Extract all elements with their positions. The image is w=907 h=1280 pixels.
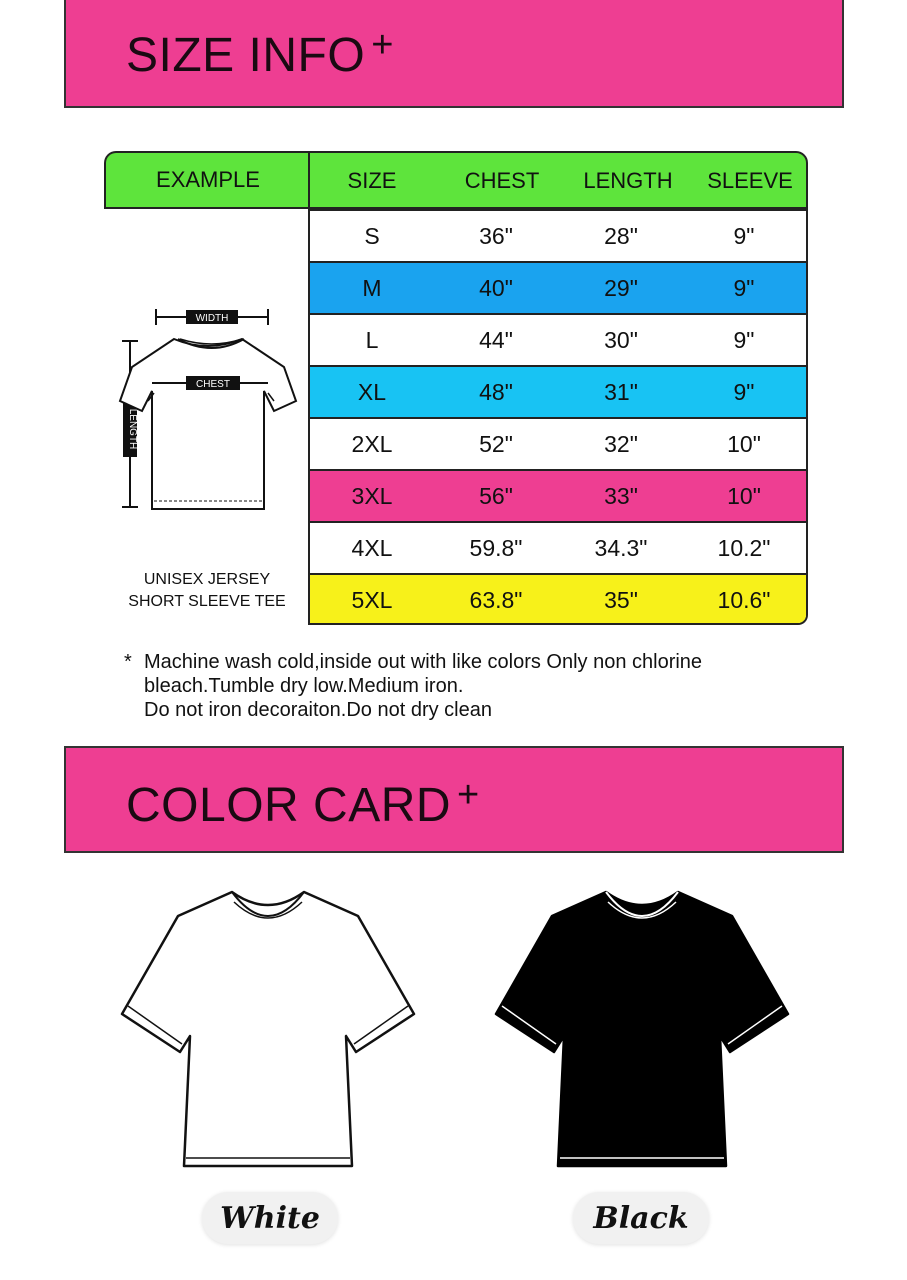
length-cell: 35" — [604, 587, 638, 613]
col-size-header: SIZE — [347, 168, 397, 193]
asterisk: * — [124, 651, 132, 673]
example-header-label: EXAMPLE — [156, 167, 260, 192]
width-label: WIDTH — [195, 313, 229, 324]
example-panel — [104, 209, 310, 625]
size-rows — [308, 209, 808, 625]
product-name-line2: SHORT SLEEVE TEE — [128, 593, 286, 610]
size-info-title: SIZE INFO + — [126, 24, 394, 82]
sleeve-cell: 9" — [733, 275, 755, 301]
chest-cell: 63.8" — [469, 587, 523, 613]
chest-cell: 56" — [479, 483, 513, 509]
size-cell: 2XL — [351, 431, 393, 457]
chest-cell: 48" — [479, 379, 513, 405]
col-chest-header: CHEST — [464, 168, 540, 193]
product-name — [104, 569, 310, 613]
length-cell: 29" — [604, 275, 638, 301]
length-cell: 31" — [604, 379, 638, 405]
size-row-xl — [310, 365, 806, 417]
sleeve-cell: 10.6" — [717, 587, 771, 613]
col-sleeve-header: SLEEVE — [707, 168, 793, 193]
size-row-s — [310, 209, 806, 261]
product-name-line1: UNISEX JERSEY — [143, 571, 271, 588]
color-black-label[interactable]: Black — [573, 1192, 709, 1244]
sleeve-cell: 9" — [733, 327, 755, 353]
length-cell: 33" — [604, 483, 638, 509]
col-length-header: LENGTH — [583, 168, 673, 193]
color-card-banner — [64, 746, 844, 853]
size-row-2xl — [310, 417, 806, 469]
sleeve-cell: 9" — [733, 223, 755, 249]
size-cell: M — [362, 275, 382, 301]
chest-label: CHEST — [196, 379, 230, 390]
sleeve-cell: 10" — [727, 483, 761, 509]
care-line-1: Machine wash cold,inside out with like colors Only non chlorine — [144, 651, 703, 673]
color-card-plus: + — [457, 774, 480, 816]
length-cell: 32" — [604, 431, 638, 457]
sleeve-cell: 9" — [733, 379, 755, 405]
chest-cell: 40" — [479, 275, 513, 301]
sleeve-cell: 10" — [727, 431, 761, 457]
example-tshirt-diagram — [118, 309, 300, 519]
care-line-3: Do not iron decoraiton.Do not dry clean — [144, 699, 492, 721]
size-cell: 3XL — [351, 483, 393, 509]
size-cell: 4XL — [351, 535, 393, 561]
black-tshirt-swatch[interactable] — [494, 888, 790, 1170]
chest-cell: 52" — [479, 431, 513, 457]
size-cell: XL — [357, 379, 387, 405]
size-row-4xl — [310, 521, 806, 573]
size-cell: 5XL — [351, 587, 393, 613]
size-row-3xl — [310, 469, 806, 521]
chest-cell: 44" — [479, 327, 513, 353]
chest-cell: 59.8" — [469, 535, 523, 561]
length-label: LENGTH — [127, 408, 138, 450]
color-card-title: COLOR CARD + — [126, 774, 480, 832]
sleeve-cell: 10.2" — [717, 535, 771, 561]
size-row-l — [310, 313, 806, 365]
chest-cell: 36" — [479, 223, 513, 249]
size-cell: L — [365, 327, 379, 353]
length-cell: 34.3" — [594, 535, 648, 561]
size-columns-header — [308, 151, 808, 209]
size-chart-table — [104, 151, 808, 625]
example-header — [104, 151, 310, 209]
color-white-label[interactable]: White — [202, 1192, 338, 1244]
care-line-2: bleach.Tumble dry low.Medium iron. — [144, 675, 464, 697]
length-cell: 30" — [604, 327, 638, 353]
length-cell: 28" — [604, 223, 638, 249]
white-tshirt-swatch[interactable] — [120, 888, 416, 1170]
size-row-m — [310, 261, 806, 313]
size-info-banner — [64, 0, 844, 108]
size-row-5xl — [310, 573, 806, 625]
size-info-plus: + — [371, 24, 394, 66]
size-cell: S — [364, 223, 380, 249]
